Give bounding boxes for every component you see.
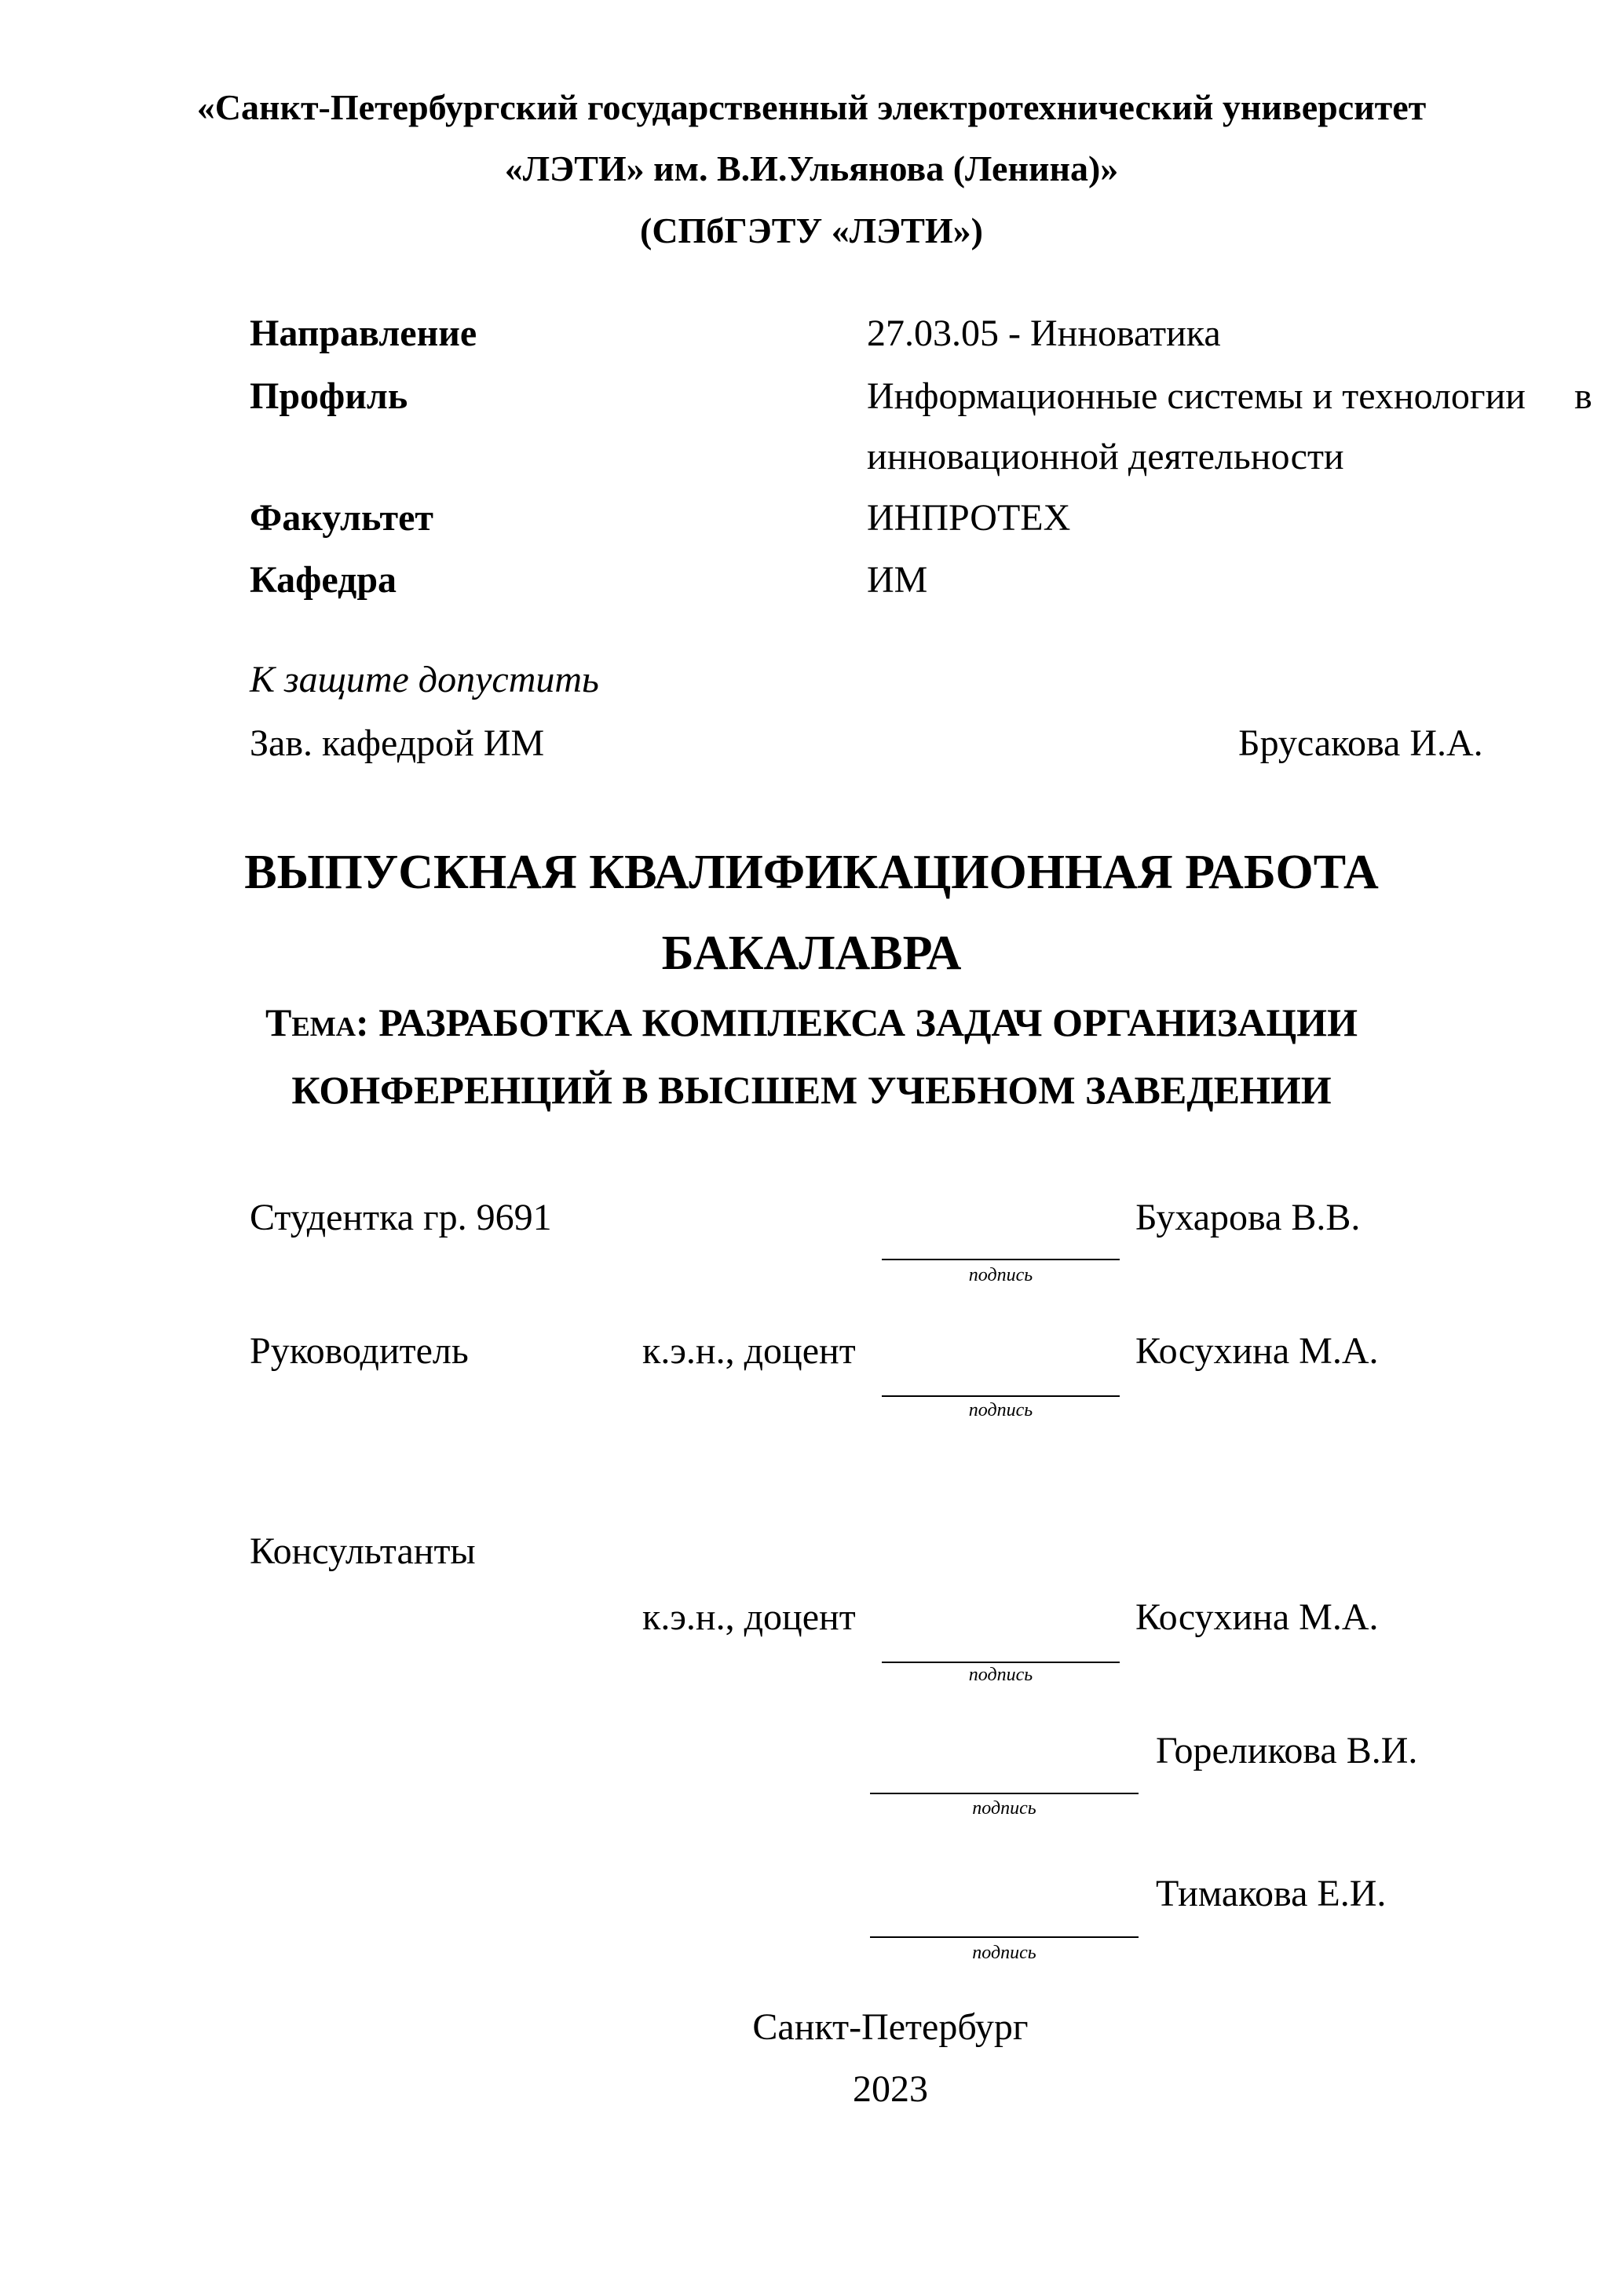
- consultant1-signature-line: [882, 1662, 1120, 1663]
- signature-caption: подпись: [968, 1265, 1033, 1285]
- university-name-line1: «Санкт-Петербургский государственный электротехнический университет: [196, 87, 1427, 127]
- student-name: Бухарова В.В.: [1135, 1197, 1361, 1238]
- consultants-label: Консультанты: [250, 1530, 476, 1572]
- supervisor-name: Косухина М.А.: [1135, 1330, 1379, 1372]
- faculty-value: ИНПРОТЕХ: [867, 497, 1071, 539]
- topic-label: Тема:: [265, 1000, 369, 1044]
- student-signature-line: [882, 1259, 1120, 1260]
- department-value: ИМ: [867, 559, 928, 601]
- profile-value-line2: инновационной деятельности: [867, 436, 1344, 477]
- department-label: Кафедра: [250, 559, 397, 601]
- consultant2-name: Гореликова В.И.: [1156, 1730, 1418, 1771]
- student-label: Студентка гр. 9691: [250, 1197, 552, 1238]
- signature-caption: подпись: [972, 1943, 1036, 1963]
- consultant1-name: Косухина М.А.: [1135, 1596, 1379, 1638]
- signature-caption: подпись: [972, 1798, 1036, 1819]
- direction-label: Направление: [250, 313, 477, 354]
- consultant1-degree: к.э.н., доцент: [642, 1596, 856, 1638]
- consultant3-name: Тимакова Е.И.: [1156, 1873, 1387, 1914]
- profile-value-line1: Информационные системы и технологии: [867, 375, 1526, 417]
- consultant2-signature-line: [870, 1793, 1139, 1794]
- work-title-line1: ВЫПУСКНАЯ КВАЛИФИКАЦИОННАЯ РАБОТА: [244, 846, 1379, 899]
- supervisor-degree: к.э.н., доцент: [642, 1330, 856, 1372]
- consultant3-signature-line: [870, 1936, 1139, 1938]
- topic-line2: КОНФЕРЕНЦИЙ В ВЫСШЕМ УЧЕБНОМ ЗАВЕДЕНИИ: [291, 1068, 1332, 1112]
- head-of-department-name: Брусакова И.А.: [1238, 722, 1483, 764]
- university-name-line2: «ЛЭТИ» им. В.И.Ульянова (Ленина)»: [504, 148, 1119, 188]
- profile-label: Профиль: [250, 375, 408, 417]
- direction-value: 27.03.05 - Инноватика: [867, 313, 1221, 354]
- admit-to-defense: К защите допустить: [250, 659, 599, 700]
- topic-line1: [0, 1000, 1623, 1044]
- profile-value-line1-end: в: [1574, 375, 1592, 417]
- signature-caption: подпись: [968, 1400, 1033, 1420]
- work-title-line2: БАКАЛАВРА: [661, 927, 962, 980]
- university-abbr: (СПбГЭТУ «ЛЭТИ»): [640, 210, 983, 250]
- supervisor-label: Руководитель: [250, 1330, 469, 1372]
- supervisor-signature-line: [882, 1395, 1120, 1397]
- faculty-label: Факультет: [250, 497, 433, 539]
- year: 2023: [853, 2068, 928, 2110]
- topic-text-line1: РАЗРАБОТКА КОМПЛЕКСА ЗАДАЧ ОРГАНИЗАЦИИ: [378, 1000, 1358, 1044]
- city: Санкт-Петербург: [752, 2006, 1029, 2048]
- head-of-department-label: Зав. кафедрой ИМ: [250, 722, 545, 764]
- signature-caption: подпись: [968, 1665, 1033, 1685]
